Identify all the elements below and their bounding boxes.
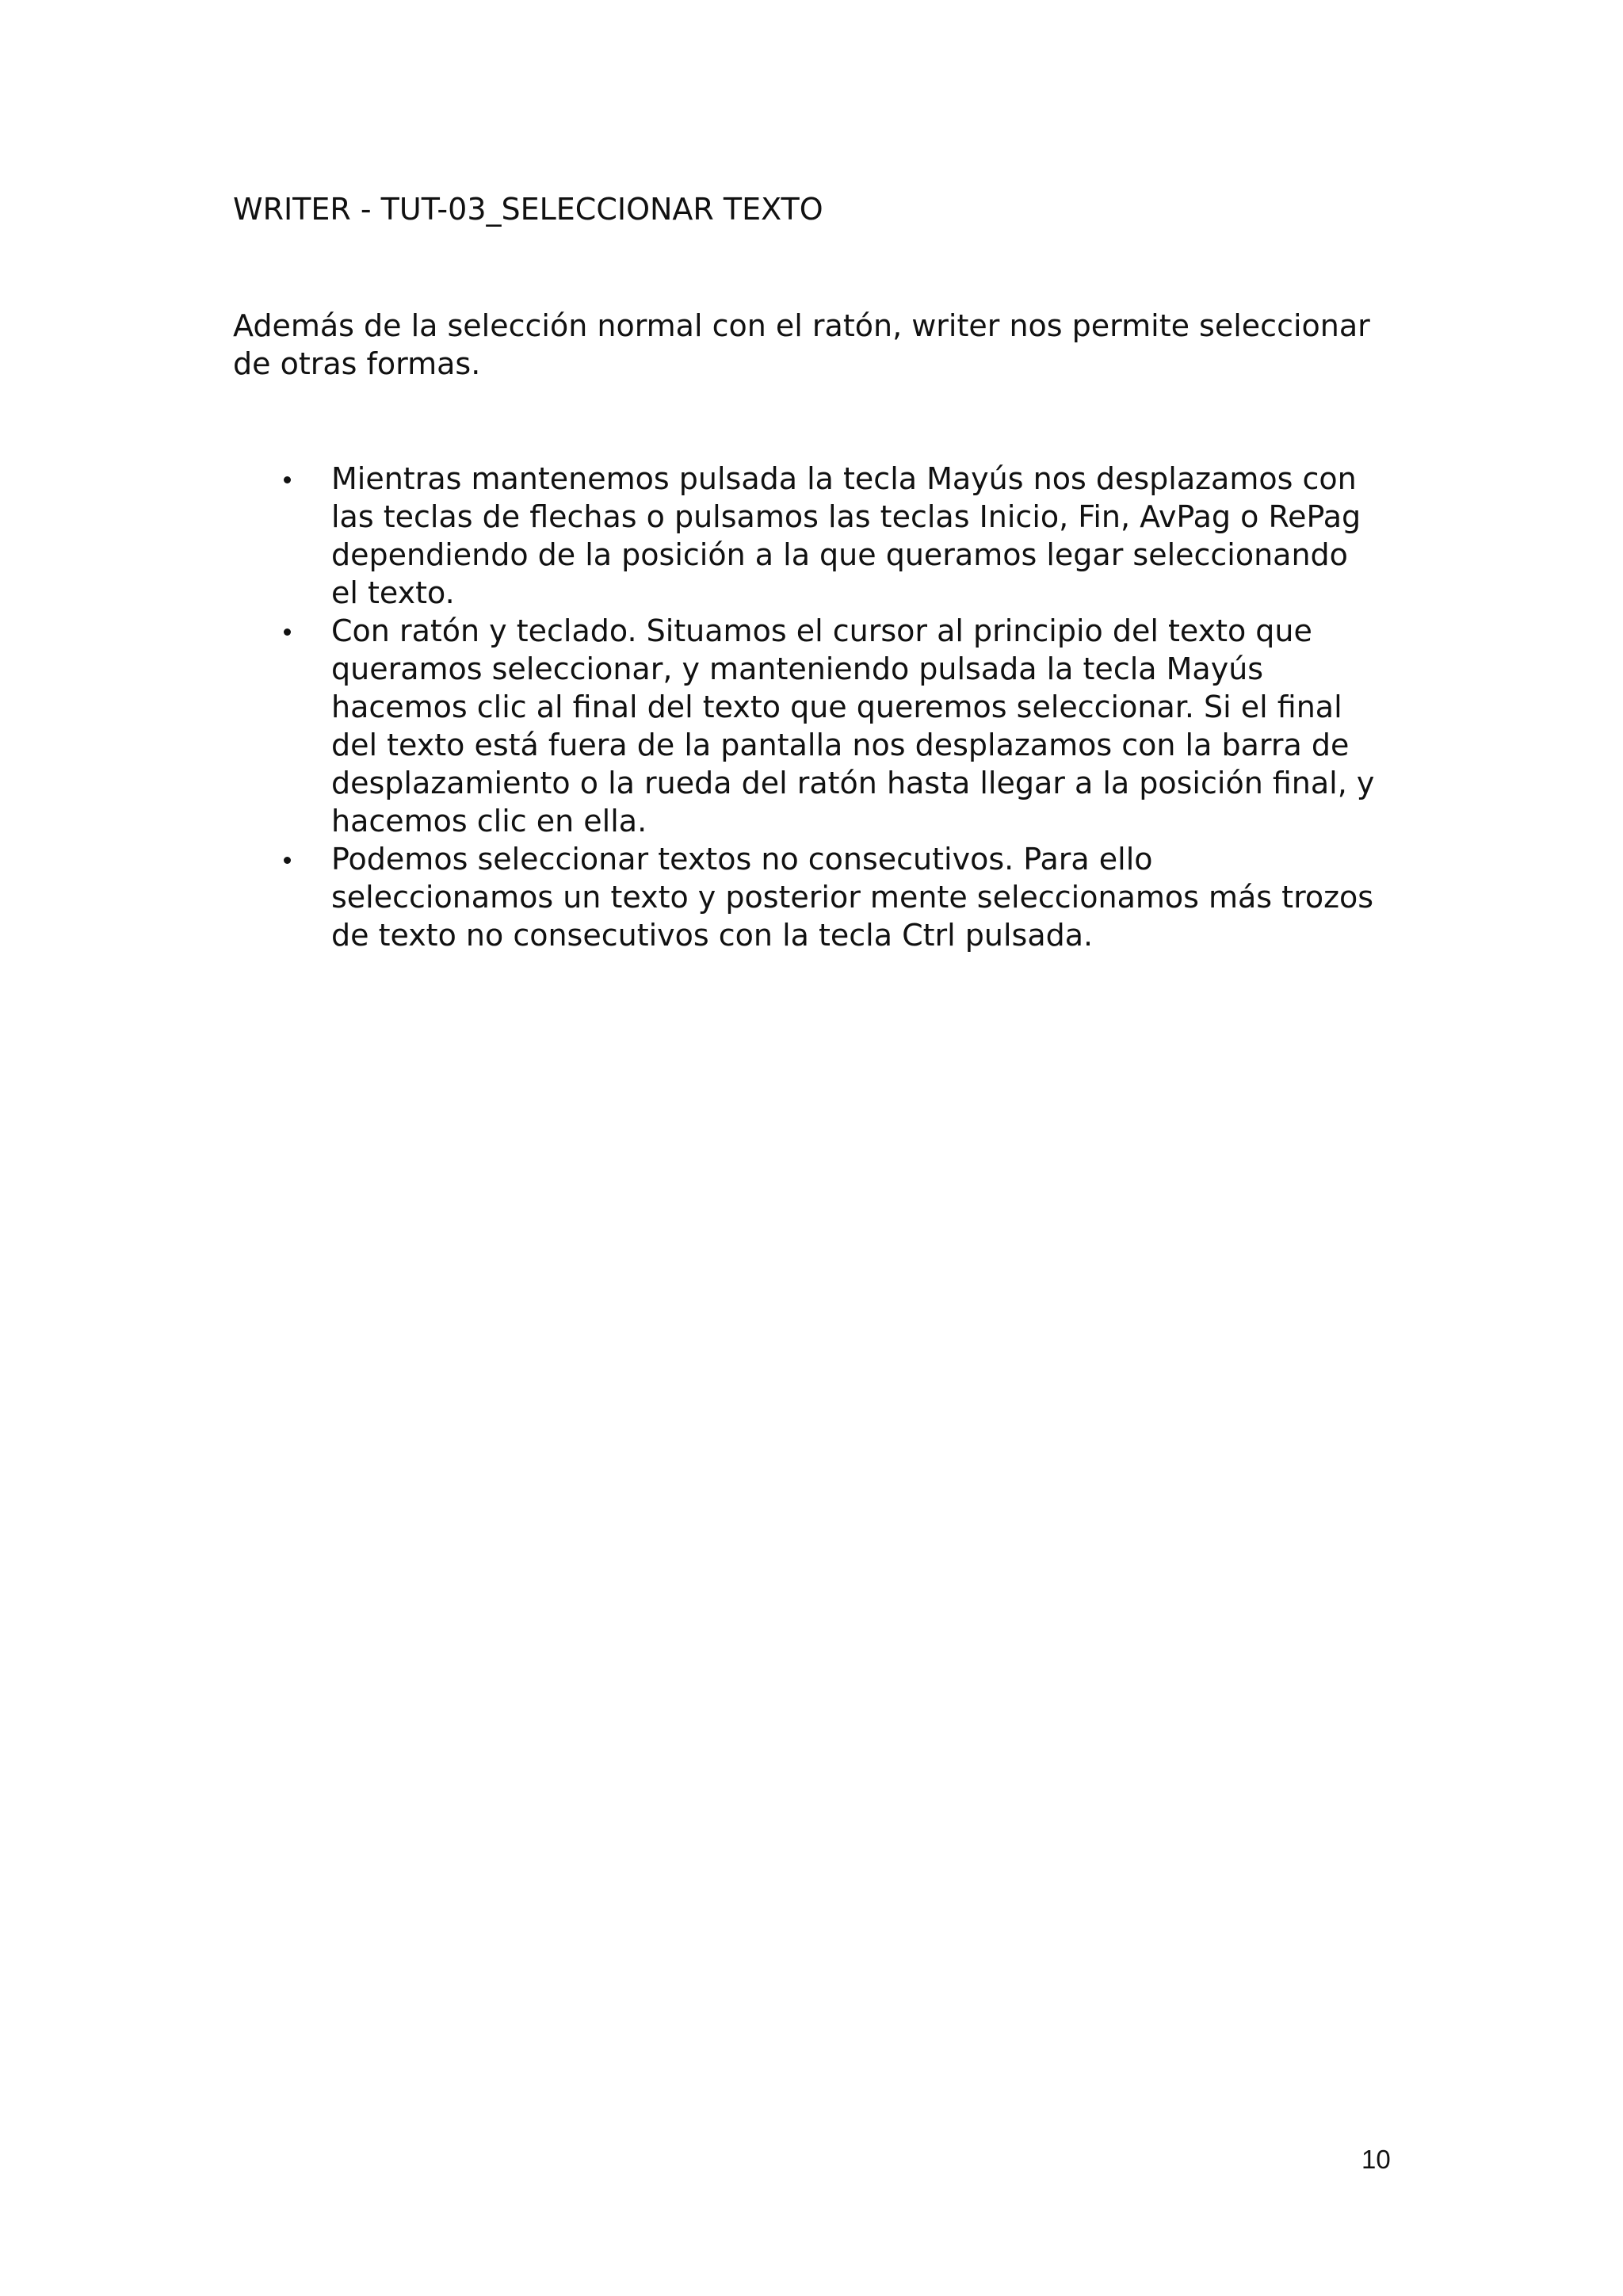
bullet-icon	[284, 628, 291, 636]
list-item	[273, 460, 1382, 612]
bullet-icon	[284, 476, 291, 483]
list-item	[273, 612, 1382, 840]
document-title: WRITER - TUT-03_SELECCIONAR TEXTO	[233, 192, 823, 227]
list-item-text: Podemos seleccionar textos no consecutivos. Para ello seleccionamos un texto y posterior mente seleccionamos más trozos de texto no consecutivos con la tecla Ctrl pulsada.	[331, 842, 1374, 953]
page-number: 10	[1361, 2145, 1391, 2174]
list-item-text: Con ratón y teclado. Situamos el cursor al principio del texto que queramos seleccionar, y manteniendo pulsada la tecla Mayús hacemos clic al final del texto que queremos seleccionar. Si el final del texto está fuera de la pantalla nos desplazamos con la barra de desplazamiento o la rueda del ratón hasta llegar a la posición final, y hacemos clic en ella.	[331, 613, 1375, 839]
intro-paragraph: Además de la selección normal con el ratón, writer nos permite seleccionar de otras formas.	[233, 308, 1370, 381]
bullet-list	[273, 460, 1382, 954]
bullet-icon	[284, 857, 291, 864]
list-item	[273, 840, 1382, 954]
list-item-text: Mientras mantenemos pulsada la tecla Mayús nos desplazamos con las teclas de flechas o pulsamos las teclas Inicio, Fin, AvPag o RePag dependiendo de la posición a la que queramos legar seleccionando el texto.	[331, 461, 1361, 610]
